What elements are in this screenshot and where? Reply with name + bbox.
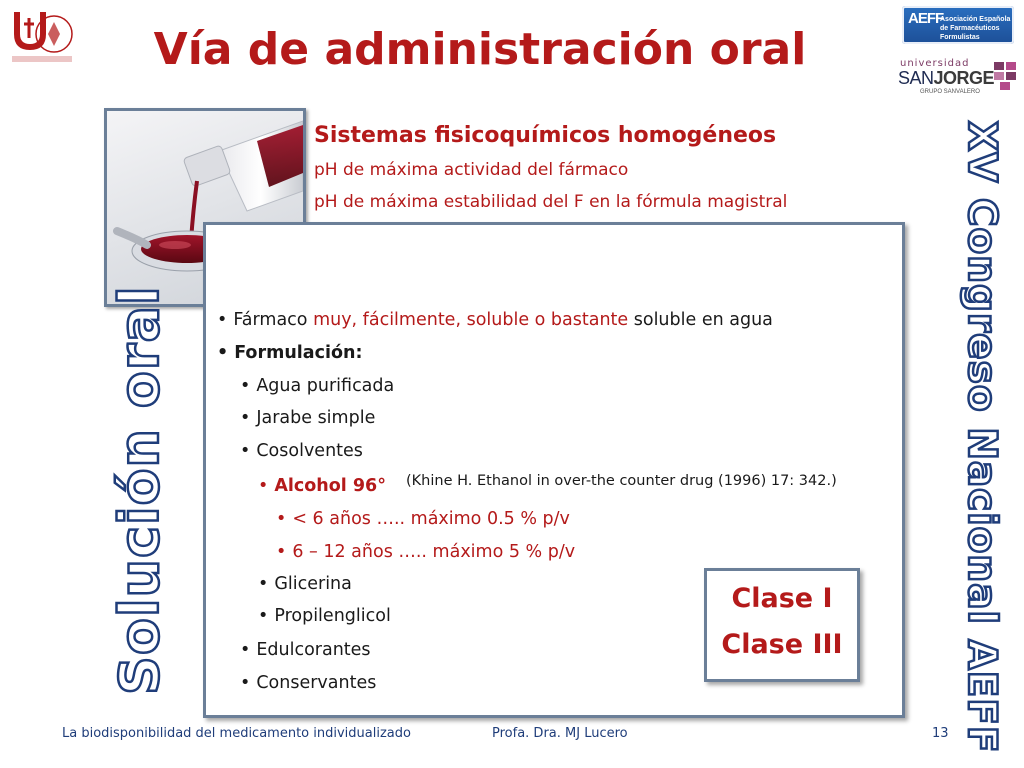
bullet-edulcorantes: • Edulcorantes bbox=[240, 640, 371, 660]
vertical-label-solucion-oral: Solución oral bbox=[108, 285, 171, 695]
bullet-propilenglicol: • Propilenglicol bbox=[258, 606, 391, 626]
sanjorge-main: SANJORGE bbox=[898, 68, 995, 88]
aeff-mark: AEFF bbox=[908, 10, 944, 27]
bullet-conservantes: • Conservantes bbox=[240, 673, 377, 693]
sanjorge-squares-icon bbox=[994, 62, 1016, 90]
footer-page-number: 13 bbox=[932, 726, 949, 741]
clase-line-1: Clase I bbox=[731, 583, 833, 614]
bullet-jarabe: • Jarabe simple bbox=[240, 408, 376, 428]
bullet-alcohol: • Alcohol 96° bbox=[258, 476, 386, 496]
bullet-agua: • Agua purificada bbox=[240, 376, 395, 396]
subtitle-line-1: pH de máxima actividad del fármaco bbox=[314, 160, 629, 180]
alcohol-reference: (Khine H. Ethanol in over-the counter drug (1996) 17: 342.) bbox=[406, 473, 837, 489]
subtitle-heading: Sistemas fisicoquímicos homogéneos bbox=[314, 123, 777, 148]
bullet-6-12: • 6 – 12 años ….. máximo 5 % p/v bbox=[276, 542, 576, 562]
bullet-cosolventes: • Cosolventes bbox=[240, 441, 363, 461]
bullet-menor-6: • < 6 años ….. máximo 0.5 % p/v bbox=[276, 509, 570, 529]
clase-line-2: Clase III bbox=[721, 629, 843, 660]
bullet-glicerina: • Glicerina bbox=[258, 574, 352, 594]
bullet-farmaco: • Fármaco muy, fácilmente, soluble o bastante soluble en agua bbox=[217, 310, 773, 330]
aeff-text: Asociación Española de Farmacéuticos Formulistas bbox=[940, 16, 1011, 41]
clase-box bbox=[704, 568, 860, 682]
footer-course-title: La biodisponibilidad del medicamento individualizado bbox=[62, 726, 411, 741]
subtitle-line-2: pH de máxima estabilidad del F en la fórmula magistral bbox=[314, 192, 788, 212]
bullet-formulacion: • Formulación: bbox=[217, 343, 363, 363]
sanjorge-top: universidad bbox=[900, 58, 970, 69]
sanjorge-sub: GRUPO SANVALERO bbox=[920, 89, 980, 95]
footer-author: Profa. Dra. MJ Lucero bbox=[492, 726, 628, 741]
slide-title: Vía de administración oral bbox=[153, 24, 807, 75]
vertical-label-congreso: XV Congreso Nacional AEFF bbox=[959, 121, 1004, 754]
